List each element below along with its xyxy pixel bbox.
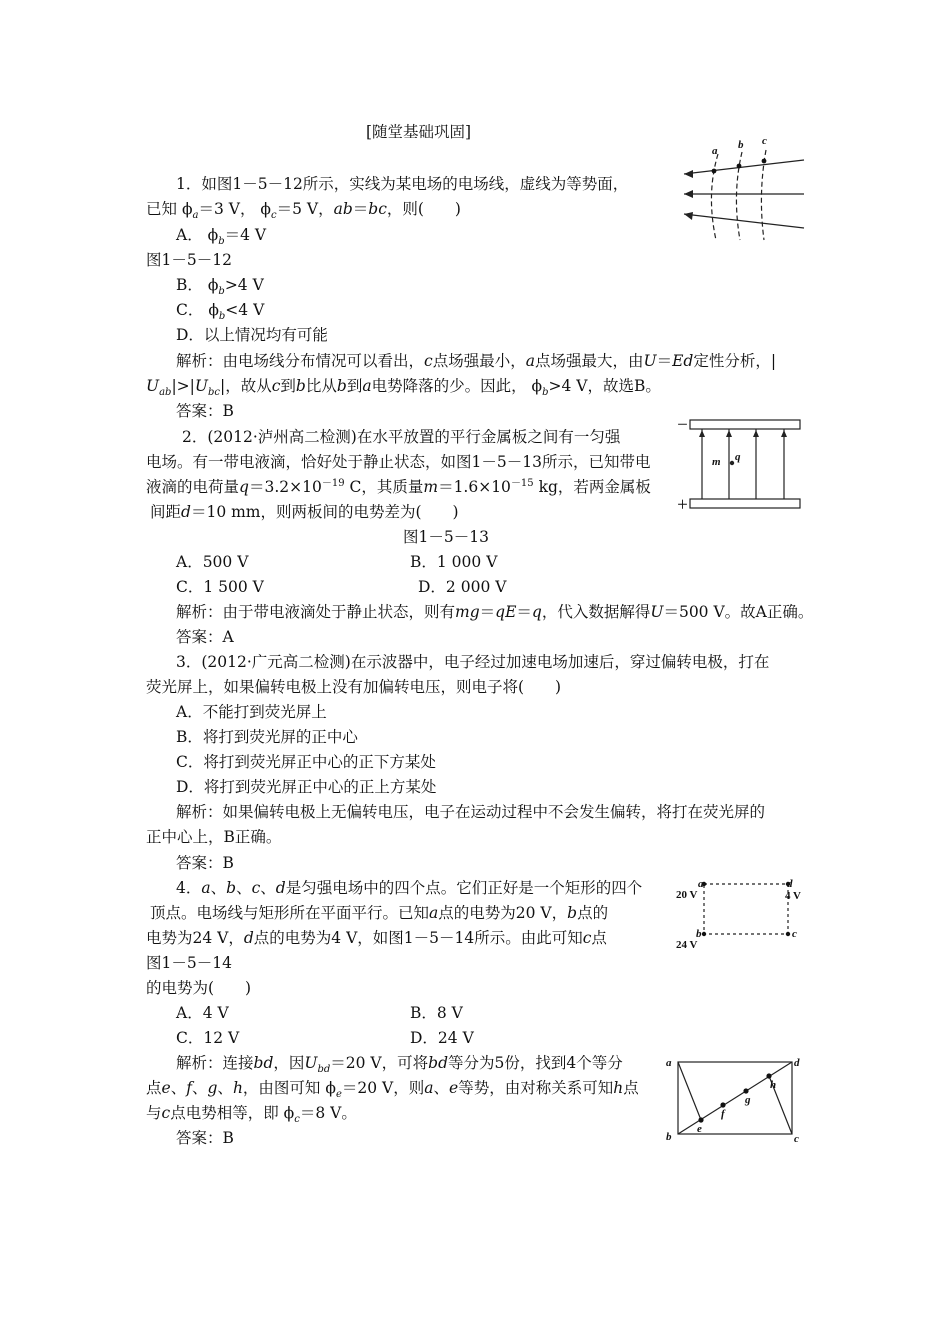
- figure-bd-division: [662, 1052, 810, 1146]
- label-c: c: [794, 1133, 799, 1145]
- label-a: a: [712, 145, 718, 157]
- q2-stem-line2: 电场。有一带电液滴，恰好处于静止状态，如图1－5－13所示，已知带电: [146, 453, 651, 471]
- q1-answer: 答案：B: [176, 402, 234, 420]
- point-b: [737, 164, 742, 169]
- point-b: [702, 932, 706, 936]
- q1-explanation-line2: $U_{ab}|>|U_{bc}|$，故从c到b比从b到a电势降落的少。因此， $\phi_b>4$ V，故选B。: [146, 377, 661, 399]
- point-e: [698, 1117, 703, 1122]
- equipotential-line: [761, 150, 766, 240]
- q1-option-d: D．以上情况均有可能: [176, 326, 328, 344]
- q4-answer: 答案：B: [176, 1129, 234, 1147]
- q4-figure-caption: 图1－5－14: [146, 954, 232, 972]
- top-plate: [690, 420, 800, 429]
- section-heading: [随堂基础巩固]: [366, 123, 472, 141]
- q3-option-b: B．将打到荧光屏的正中心: [176, 728, 358, 746]
- point-c: [762, 159, 767, 164]
- q1-stem-line2: 已知 $\phi_a=3$ V， $\phi_c=5$ V，ab＝bc，则( ): [146, 200, 461, 222]
- equipotential-line: [711, 154, 718, 240]
- arrow-head-icon: [726, 430, 732, 437]
- label-d: d: [787, 878, 793, 890]
- point-c: [786, 932, 790, 936]
- q2-answer: 答案：A: [176, 628, 234, 646]
- label-b: b: [696, 928, 702, 940]
- point-f: [720, 1102, 725, 1107]
- label-a: a: [666, 1057, 672, 1069]
- q4-stem-line3: 电势为24 V，d点的电势为4 V，如图1－5－14所示。由此可知c点: [146, 929, 607, 947]
- q4-option-d: D．24 V: [410, 1029, 474, 1047]
- figure-1-5-12: [676, 134, 812, 246]
- q2-explanation: 解析：由于带电液滴处于静止状态，则有mg＝qE＝q，代入数据解得U＝500 V。故A正确。: [176, 603, 814, 621]
- q2-stem-line3: 液滴的电荷量$q=3.2\times 10^{-19}$ C，其质量$m=1.6\times 10^{-15}$ kg，若两金属板: [146, 477, 651, 496]
- q2-option-a: A．500 V: [176, 553, 249, 571]
- q4-option-b: B．8 V: [410, 1004, 463, 1022]
- q1-option-a: A． $\phi_b=4$ V: [176, 226, 267, 248]
- arrow-head-icon: [753, 430, 759, 437]
- q4-explanation-line1: 解析：连接bd，因$U_{bd}=20$ V，可将bd等分为5份，找到4个等分: [176, 1054, 623, 1076]
- q2-stem-line1: 2．(2012·泸州高二检测)在水平放置的平行金属板之间有一匀强: [182, 428, 621, 446]
- q4-option-a: A．4 V: [176, 1004, 229, 1022]
- q3-stem-line1: 3．(2012·广元高二检测)在示波器中，电子经过加速电场加速后，穿过偏转电极，打在: [176, 653, 770, 671]
- liquid-drop: [730, 461, 734, 465]
- q1-option-c: C． $\phi_b<4$ V: [176, 301, 265, 323]
- q2-option-c: C．1 500 V: [176, 578, 264, 596]
- q4-stem-line1: 4．a、b、c、d是匀强电场中的四个点。它们正好是一个矩形的四个: [176, 879, 643, 897]
- q1-stem-line1: 1．如图1－5－12所示，实线为某电场的电场线，虚线为等势面，: [176, 175, 629, 193]
- arrow-head-icon: [781, 430, 787, 437]
- q3-explanation-line1: 解析：如果偏转电极上无偏转电压，电子在运动过程中不会发生偏转，将打在荧光屏的: [176, 803, 766, 821]
- label-20v: 20 V: [676, 889, 698, 901]
- point-g: [743, 1088, 748, 1093]
- label-m: m: [712, 456, 721, 468]
- label-h: h: [770, 1079, 777, 1091]
- label-plus: ＋: [677, 499, 688, 511]
- label-c: c: [762, 135, 767, 147]
- label-e: e: [697, 1123, 702, 1135]
- q4-explanation-line3: 与c点电势相等，即 $\phi_c=8$ V。: [146, 1104, 357, 1126]
- dashed-rectangle: [704, 884, 788, 934]
- label-b: b: [738, 139, 744, 151]
- label-g: g: [745, 1094, 751, 1106]
- label-minus: －: [677, 419, 688, 431]
- q3-stem-line2: 荧光屏上，如果偏转电极上没有加偏转电压，则电子将( ): [146, 678, 562, 696]
- figure-1-5-13: [676, 414, 806, 514]
- bottom-plate: [690, 499, 800, 508]
- q2-option-b: B．1 000 V: [410, 553, 498, 571]
- q4-stem-line4: 的电势为( ): [146, 979, 252, 997]
- label-c: c: [792, 928, 797, 940]
- q1-option-b: B． $\phi_b>4$ V: [176, 276, 264, 298]
- q1-figure-caption: 图1－5－12: [146, 251, 232, 269]
- arrow-head-icon: [684, 212, 693, 220]
- label-a: a: [698, 878, 704, 890]
- q4-option-c: C．12 V: [176, 1029, 240, 1047]
- label-b: b: [666, 1131, 672, 1143]
- arrow-head-icon: [699, 430, 705, 437]
- line-ae: [678, 1062, 701, 1120]
- arrow-head-icon: [684, 170, 693, 178]
- label-q: q: [735, 451, 741, 463]
- arrow-head-icon: [684, 190, 693, 198]
- figure-1-5-14: [674, 874, 804, 952]
- field-line: [684, 160, 804, 174]
- q1-explanation-line1: 解析：由电场线分布情况可以看出，c点场强最小，a点场强最大，由U＝Ed定性分析，|: [176, 352, 777, 370]
- q3-answer: 答案：B: [176, 854, 234, 872]
- q3-option-a: A．不能打到荧光屏上: [176, 703, 327, 721]
- point-a: [712, 169, 717, 174]
- q2-figure-caption: 图1－5－13: [403, 528, 489, 546]
- q3-option-c: C．将打到荧光屏正中心的正下方某处: [176, 753, 436, 771]
- point-h: [766, 1073, 771, 1078]
- q3-explanation-line2: 正中心上，B正确。: [146, 828, 282, 846]
- label-4v: 4 V: [785, 890, 801, 902]
- field-line: [684, 214, 804, 228]
- q2-option-d: D．2 000 V: [418, 578, 507, 596]
- diagonal-bd: [678, 1062, 792, 1134]
- label-d: d: [794, 1057, 800, 1069]
- label-24v: 24 V: [676, 939, 698, 951]
- label-f: f: [721, 1108, 725, 1120]
- q4-stem-line2: 顶点。电场线与矩形所在平面平行。已知a点的电势为20 V，b点的: [150, 904, 609, 922]
- q3-option-d: D．将打到荧光屏正中心的正上方某处: [176, 778, 437, 796]
- q4-explanation-line2: 点e、f、g、h，由图可知 $\phi_e=20$ V，则a、e等势，由对称关系可知h点: [146, 1079, 639, 1101]
- q2-stem-line4: 间距d＝10 mm，则两板间的电势差为( ): [150, 503, 459, 521]
